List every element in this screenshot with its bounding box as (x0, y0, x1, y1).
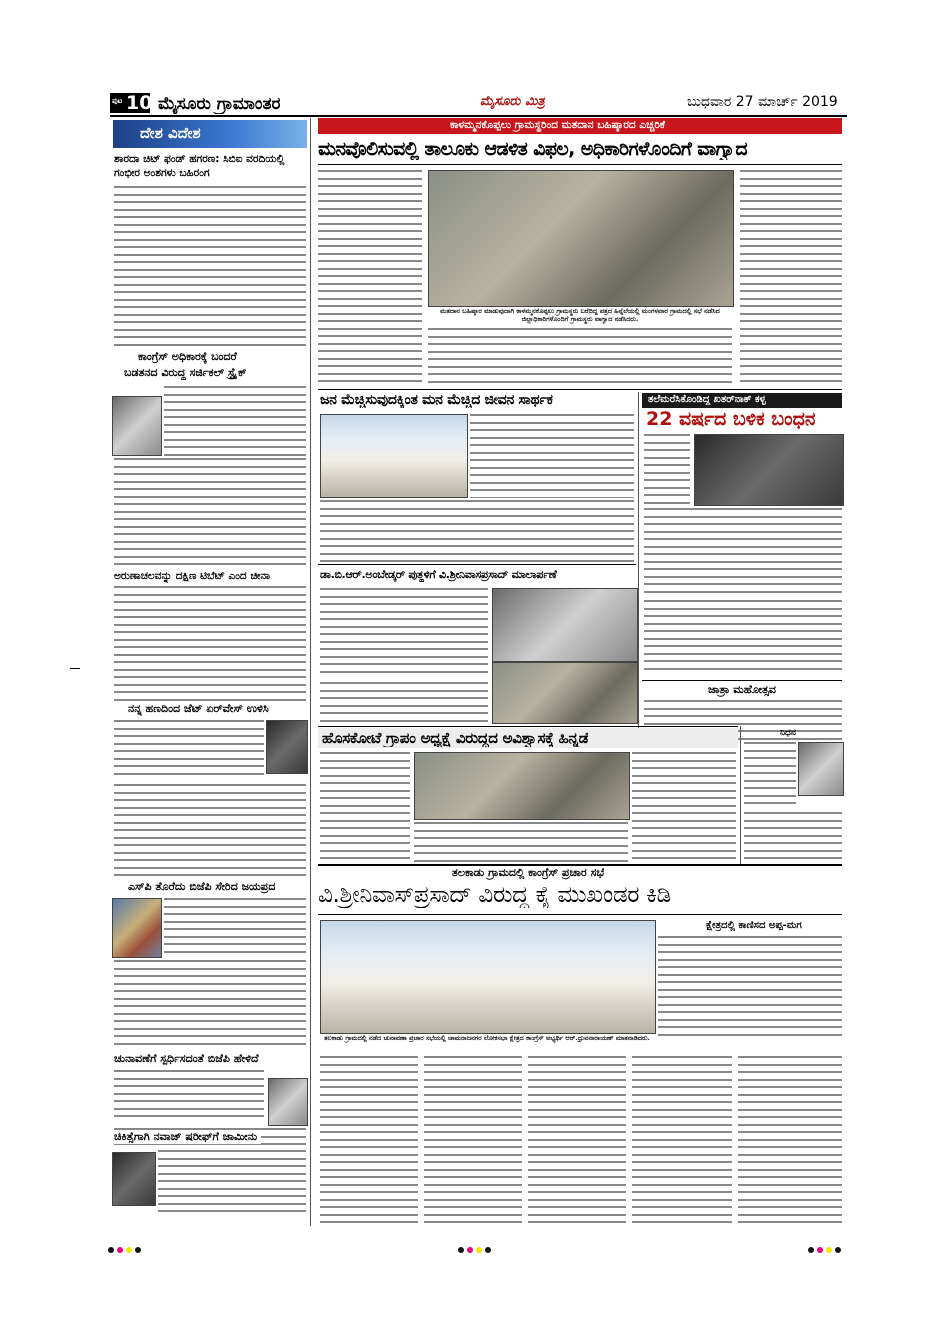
left-headline-7: ಚಿಕಿತ್ಸೆಗಾಗಿ ನವಾಜ್ ಷರೀಫ್‌ಗೆ ಜಾಮೀನು (114, 1130, 261, 1144)
story7-photo (320, 920, 656, 1034)
obituary-title: ನಿಧನ (780, 728, 796, 738)
top-story-body-left (318, 170, 422, 386)
left-headline-2b: ಬಡತನದ ವಿರುದ್ಧ ಸರ್ಜಿಕಲ್ ಸ್ಟ್ರೈಕ್ (124, 366, 247, 379)
left-story-5-body-a (164, 898, 306, 958)
story3-body-a (644, 434, 690, 504)
top-story-photo (428, 170, 734, 307)
story2-photo (320, 414, 468, 498)
story7-photo-caption: ತಲಕಾಡು ಗ್ರಾಮದಲ್ಲಿ ನಡೆದ ಚುನಾವಣಾ ಪ್ರಚಾರ ಸಭೆಯಲ್ಲಿ ಚಾಮರಾಜನಗರ ಲೋಕಸಭಾ ಕ್ಷೇತ್ರದ ಕಾಂಗ್ರೆಸ್ ಅಭ್ಯರ್ಥಿ ಆರ್.ಧ್ರುವನಾರಾಯಣ್ ಮಾತನಾಡಿದರು. (323, 1034, 650, 1042)
obituary-body-a (744, 742, 796, 810)
masthead: ಮೈಸೂರು ಮಿತ್ರ (480, 94, 545, 109)
left-story-6-body-a (114, 1070, 264, 1126)
section-banner-label: ದೇಶ ವಿದೇಶ (140, 124, 201, 142)
section-rule-2 (318, 564, 636, 565)
story2-body-b (320, 500, 634, 562)
story6-photo (414, 752, 630, 820)
left-story-1-body (114, 184, 306, 347)
left-story-4-body-b (114, 784, 306, 880)
top-story-body-right (740, 170, 842, 386)
page-label: ಪುಟ (112, 97, 123, 105)
left-column-divider (310, 118, 311, 1226)
story3-divider (638, 392, 639, 742)
story4-body-b (320, 682, 488, 724)
story4-body (320, 588, 488, 680)
top-story-kicker: ಕಾಳಮ್ಮನಕೊಪ್ಪಲು ಗ್ರಾಮಸ್ಥರಿಂದ ಮತದಾನ ಬಹಿಷ್ಕಾರದ ಎಚ್ಚರಿಕೆ (450, 119, 666, 131)
elder-leader-photo (268, 1078, 308, 1126)
registration-dots-right (808, 1238, 844, 1257)
story7-headline: ವಿ.ಶ್ರೀನಿವಾಸ್‌ಪ್ರಸಾದ್ ವಿರುದ್ಧ ಕೈ ಮುಖಂಡರ ಕಿಡಿ (318, 882, 671, 908)
story7-col-2 (424, 1056, 522, 1226)
left-story-5-body-b (114, 960, 306, 1050)
story6-headline: ಹೊಸಕೋಟೆ ಗ್ರಾಪಂ ಅಧ್ಯಕ್ಷೆ ವಿರುದ್ಧದ ಅವಿಶ್ವಾಸಕ್ಕೆ ಹಿನ್ನಡೆ (322, 729, 589, 747)
vijay-mallya-photo (266, 720, 308, 774)
story3-body-b (644, 508, 842, 598)
page-number: 10 (126, 92, 153, 114)
obituary-divider (740, 726, 741, 864)
left-headline-5: ಎಸ್‌ಪಿ ತೊರೆದು ಬಿಜೆಪಿ ಸೇರಿದ ಜಯಪ್ರದ (128, 880, 276, 893)
section-name: ಮೈಸೂರು ಗ್ರಾಮಾಂತರ (158, 94, 281, 114)
top-story-rule (318, 164, 842, 165)
left-headline-3: ಅರುಣಾಚಲವನ್ನು ದಕ್ಷಿಣ ಟಿಬೆಟ್ ಎಂದ ಚೀನಾ (114, 570, 270, 582)
story7-col-5 (738, 1056, 842, 1226)
story7-col-3 (528, 1056, 626, 1226)
top-story-headline: ಮನವೊಲಿಸುವಲ್ಲಿ ತಾಲೂಕು ಆಡಳಿತ ವಿಫಲ, ಅಧಿಕಾರಿಗಳೊಂದಿಗೆ ವಾಗ್ವಾದ (318, 138, 748, 160)
obituary-photo (798, 742, 844, 796)
story7-sub: ಕ್ಷೇತ್ರದಲ್ಲಿ ಕಾಣಿಸದ ಅಪ್ಪ-ಮಗ (706, 920, 802, 931)
section-rule-4 (318, 726, 738, 727)
section-rule-1 (318, 389, 842, 390)
story4-photo-group (492, 662, 638, 724)
rahul-gandhi-photo (112, 396, 162, 456)
story7-col-1 (320, 1056, 418, 1226)
story7-col-4 (632, 1056, 732, 1226)
section-rule-3 (642, 680, 842, 681)
registration-dots-left (108, 1238, 144, 1257)
story3-headline: 22 ವರ್ಷದ ಬಳಿಕ ಬಂಧನ (646, 408, 816, 430)
story3-kicker: ತಲೆಮರೆಸಿಕೊಂಡಿದ್ದ ಖತರ್‌ನಾಕ್ ಕಳ್ಳ (648, 394, 766, 405)
top-story-photo-caption: ಮತದಾನ ಬಹಿಷ್ಕಾರ ಮಾಡುವುದಾಗಿ ಕಾಳಮ್ಮನಕೊಪ್ಪಲು ಗ್ರಾಮಸ್ಥರು ಬರೆದಿದ್ದ ಪತ್ರದ ಹಿನ್ನೆಲೆಯಲ್ಲಿ ಮಂಗಳವಾರ ಗ್ರಾಮದಲ್ಲಿ ಸಭೆ ನಡೆಸಿದ ಜಿಲ್ಲಾಧಿಕಾರಿಗಳೊಂದಿಗೆ ಗ್ರಾಮಸ್ಥರು ವಾಗ್ವಾದ ನಡೆಸಿದರು. (440, 307, 720, 323)
left-story-3-body (114, 586, 306, 701)
story4-photo-statue (492, 588, 638, 662)
left-headline-2a: ಕಾಂಗ್ರೆಸ್ ಅಧಿಕಾರಕ್ಕೆ ಬಂದರೆ (138, 350, 237, 363)
story6-body-c (632, 752, 736, 860)
left-story-7-body (158, 1150, 306, 1216)
issue-date: ಬುಧವಾರ 27 ಮಾರ್ಚ್ 2019 (687, 94, 838, 110)
left-headline-1: ಶಾರದಾ ಚಿಟ್ ಫಂಡ್ ಹಗರಣ: ಸಿಬಿಐ ವರದಿಯಲ್ಲಿ ಗಂಭೀರ ಅಂಶಗಳು ಬಹಿರಂಗ (114, 153, 285, 179)
story6-body-a (320, 752, 410, 860)
story7-side-body (658, 936, 842, 1036)
story3-photo (694, 434, 844, 506)
left-story-2-body-b (114, 458, 306, 568)
story4-headline: ಡಾ.ಬಿ.ಆರ್.ಅಂಬೇಡ್ಕರ್ ಪುತ್ಥಳಿಗೆ ವಿ.ಶ್ರೀನಿವಾಸಪ್ರಸಾದ್ ಮಾಲಾರ್ಪಣೆ (320, 568, 557, 581)
left-story-4-body-a (114, 720, 264, 782)
story2-headline: ಜನ ಮೆಚ್ಚಿಸುವುದಕ್ಕಿಂತ ಮನ ಮೆಚ್ಚಿದ ಜೀವನ ಸಾರ್ಥಕ (320, 392, 553, 408)
crop-mark-left (70, 668, 80, 669)
top-story-body-bottom (428, 328, 732, 386)
story5-headline: ಜಾತ್ರಾ ಮಹೋತ್ಸವ (708, 683, 776, 696)
obituary-body-b (744, 812, 842, 862)
left-story-2-body-a (164, 386, 306, 456)
story6-body-b (414, 822, 628, 862)
story7-kicker: ತಲಕಾಡು ಗ್ರಾಮದಲ್ಲಿ ಕಾಂಗ್ರೆಸ್ ಪ್ರಚಾರ ಸಭೆ (452, 866, 605, 879)
story2-body-a (470, 414, 634, 498)
story3-body-c (644, 600, 842, 678)
registration-dots-center (458, 1238, 494, 1257)
left-headline-6: ಚುನಾವಣೆಗೆ ಸ್ಪರ್ಧಿಸದಂತೆ ಬಿಜೆಪಿ ಹೇಳಿದೆ (114, 1052, 259, 1065)
left-headline-4: ನನ್ನ ಹಣದಿಂದ ಜೆಟ್ ಏರ್‌ವೇಸ್ ಉಳಿಸಿ (128, 702, 269, 715)
nawaz-sharif-photo (112, 1152, 156, 1206)
jayaprada-photo (112, 898, 162, 958)
header-rule (110, 115, 847, 117)
story7-rule (318, 914, 842, 915)
